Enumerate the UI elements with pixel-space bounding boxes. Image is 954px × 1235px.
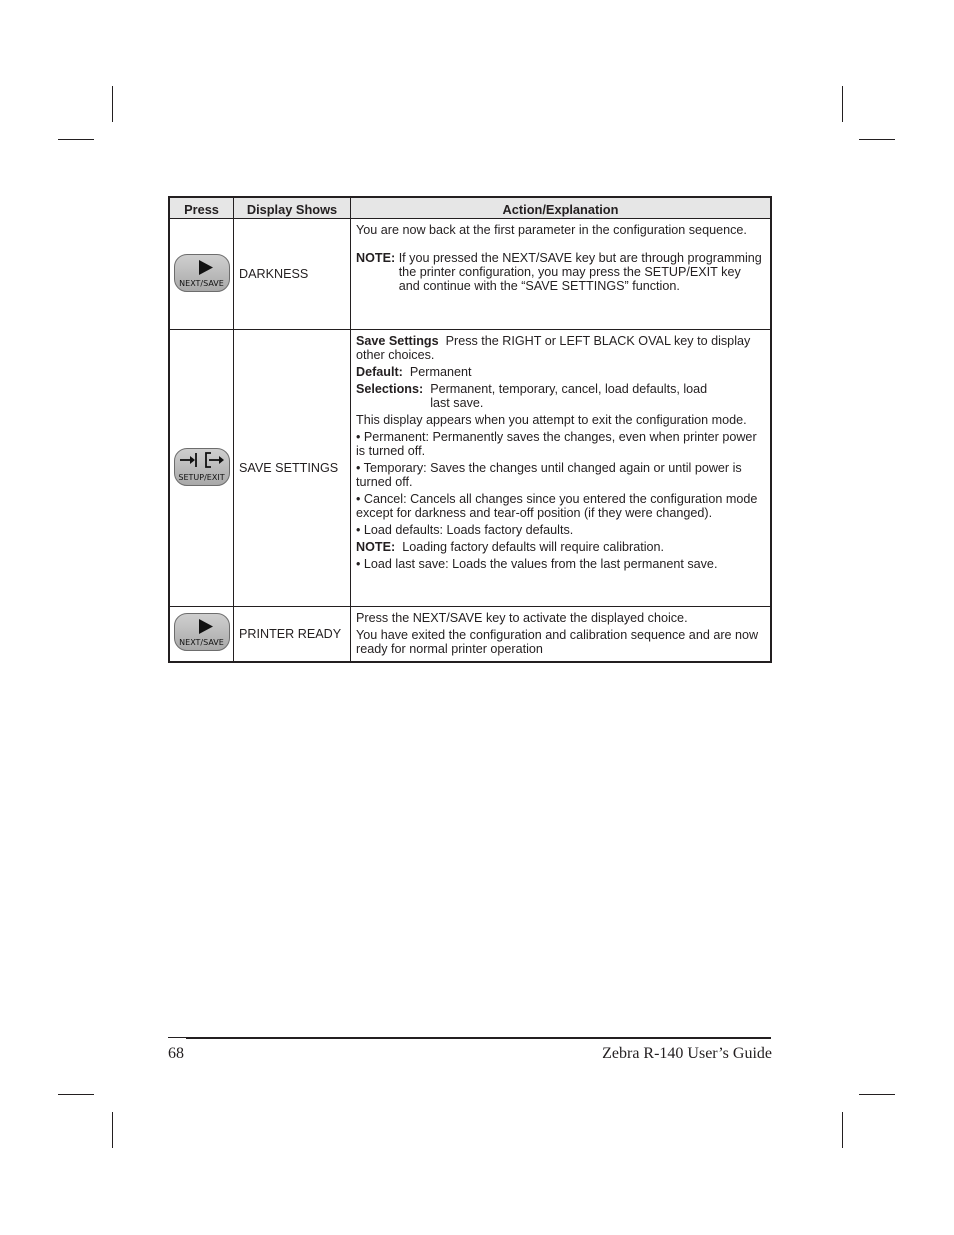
crop-mark (112, 86, 113, 122)
selections-label: Selections: (356, 382, 424, 396)
display-cell: SAVE SETTINGS (234, 330, 351, 607)
table-row (169, 219, 771, 330)
save-settings-description (356, 334, 765, 362)
note-text: Loading factory defaults will require calibration. (402, 540, 664, 554)
bullet-permanent: • Permanent: Permanently saves the changes, even when printer power is turned off. (356, 430, 757, 458)
page-number: 68 (168, 1045, 184, 1062)
note-text: If you pressed the NEXT/SAVE key but are through programming the printer configuration, you may press the SETUP/EXIT key and continue with the “SAVE SETTINGS” function. (398, 251, 762, 293)
action-cell (351, 219, 772, 330)
crop-mark (58, 139, 94, 140)
table-row (169, 330, 771, 607)
press-cell (169, 607, 234, 662)
key-label: NEXT/SAVE (179, 638, 224, 648)
crop-mark (842, 86, 843, 122)
default-line (356, 365, 765, 379)
key-label: SETUP/EXIT (178, 472, 225, 482)
footer-rule (168, 1037, 186, 1038)
action-cell (351, 330, 772, 607)
action-text: Press the NEXT/SAVE key to activate the displayed choice. (356, 611, 688, 625)
note (356, 540, 765, 554)
crop-mark (58, 1094, 94, 1095)
crop-mark (859, 1094, 895, 1095)
note (356, 251, 765, 293)
crop-mark (842, 1112, 843, 1148)
bullet-temporary: • Temporary: Saves the changes until changed again or until power is turned off. (356, 461, 742, 489)
header-action-explanation: Action/Explanation (351, 197, 772, 219)
header-display-shows: Display Shows (234, 197, 351, 219)
action-cell (351, 607, 772, 662)
footer-rule (186, 1037, 771, 1039)
save-settings-text: Press the RIGHT or LEFT BLACK OVAL key to display other choices. (356, 334, 751, 362)
selections-line (356, 382, 765, 410)
selections-value: Permanent, temporary, cancel, load defaults, load last save. (430, 382, 708, 410)
press-cell (169, 219, 234, 330)
crop-mark (112, 1112, 113, 1148)
action-text: You have exited the configuration and calibration sequence and are now ready for normal printer operation (356, 628, 759, 656)
table-row (169, 607, 771, 662)
save-settings-title: Save Settings (356, 334, 439, 348)
display-note: This display appears when you attempt to exit the configuration mode. (356, 413, 747, 427)
note-label: NOTE: (356, 251, 396, 265)
display-cell: DARKNESS (234, 219, 351, 330)
setup-exit-key (174, 448, 230, 486)
display-cell: PRINTER READY (234, 607, 351, 662)
action-text: You are now back at the first parameter in the configuration sequence. (356, 223, 747, 237)
bullet-load-last-save: • Load last save: Loads the values from the last permanent save. (356, 557, 718, 571)
next-save-key (174, 254, 230, 292)
press-cell (169, 330, 234, 607)
default-value: Permanent (409, 365, 472, 379)
bullet-load-defaults: • Load defaults: Loads factory defaults. (356, 523, 574, 537)
note-label: NOTE: (356, 540, 396, 554)
crop-mark (859, 139, 895, 140)
guide-title: Zebra R-140 User’s Guide (602, 1045, 772, 1062)
header-press: Press (169, 197, 234, 219)
key-label: NEXT/SAVE (179, 278, 224, 288)
default-label: Default: (356, 365, 403, 379)
bullet-cancel: • Cancel: Cancels all changes since you entered the configuration mode except for darkness and tear-off position (if they were changed). (356, 492, 758, 520)
next-save-key (174, 613, 230, 651)
table-header-row (169, 197, 771, 219)
configuration-table (168, 196, 772, 663)
